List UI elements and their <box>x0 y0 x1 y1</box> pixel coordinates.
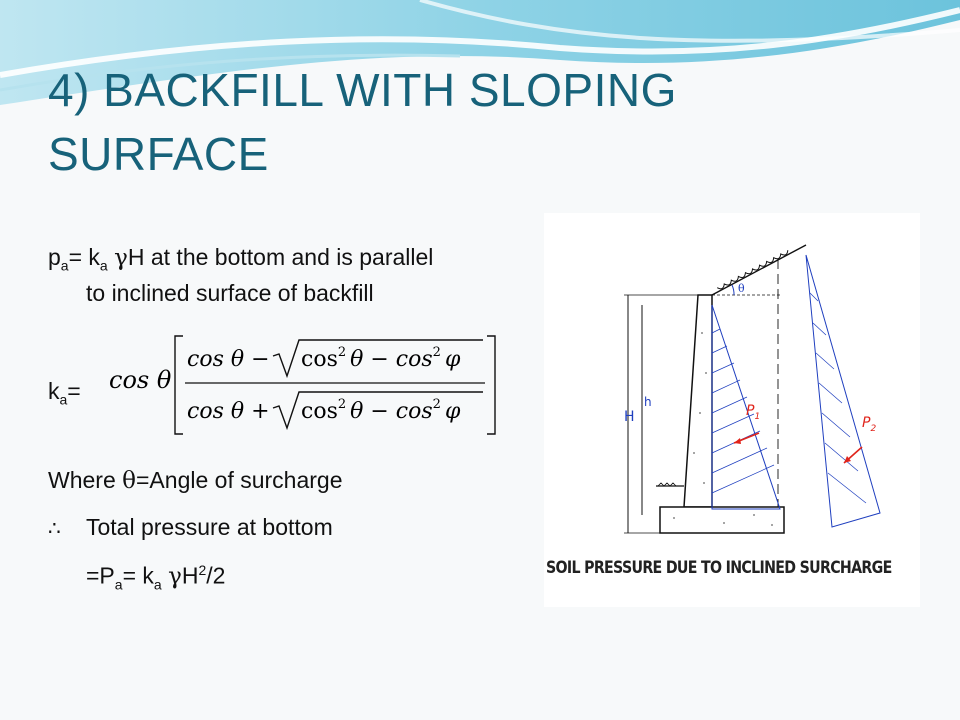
retaining-wall-figure <box>544 213 920 607</box>
superscript-2: 2 <box>198 562 207 578</box>
left-bracket <box>175 336 183 434</box>
text-eq-k: = k <box>68 244 100 270</box>
theta-arc <box>732 285 734 295</box>
figure-caption: SOIL PRESSURE DUE TO INCLINED SURCHARGE <box>546 558 892 577</box>
arrowhead-p1 <box>734 438 741 444</box>
label-theta: θ <box>738 282 745 295</box>
numerator-cos-theta: cos θ − <box>187 347 270 372</box>
line-total-pressure <box>48 514 333 541</box>
label-h: h <box>644 395 652 409</box>
denominator-root-content: $\cos^2 \theta - \cos^2 \varphi$ <box>301 397 461 424</box>
formula-cos-theta: cos θ <box>109 366 172 394</box>
text-where: Where <box>48 467 123 493</box>
subscript-a: a <box>114 576 123 593</box>
line-pa-definition <box>48 244 433 274</box>
subscript-a: a <box>99 257 108 274</box>
retaining-wall-diagram <box>544 213 920 607</box>
symbol-gamma: γ <box>168 563 182 590</box>
text-eq-k: = k <box>122 562 154 589</box>
subscript-a: a <box>153 576 162 593</box>
subscript-a: a <box>59 391 68 408</box>
line-where-theta <box>48 467 343 494</box>
slide-title: 4) BACKFILL WITH SLOPING SURFACE <box>48 64 677 180</box>
subscript-a: a <box>60 257 69 274</box>
text-eq-p: =P <box>86 562 115 589</box>
line-final-formula <box>86 562 225 592</box>
text-angle-of-surcharge: =Angle of surcharge <box>136 467 343 493</box>
pressure-arrows-p2 <box>810 293 866 503</box>
wall-stem <box>684 295 712 507</box>
ka-formula <box>105 330 505 440</box>
symbol-gamma: γ <box>114 245 128 271</box>
symbol-p: p <box>48 244 61 270</box>
line-inclined-surface: to inclined surface of backfill <box>86 280 374 306</box>
wall-base-slab <box>660 507 784 533</box>
text-over-two: /2 <box>206 562 226 589</box>
right-bracket <box>487 336 495 434</box>
symbol-theta: θ <box>122 468 136 494</box>
therefore-icon: ∴ <box>48 516 61 540</box>
denominator-cos-theta: cos θ + <box>187 399 270 424</box>
text-total-pressure: Total pressure at bottom <box>86 514 333 540</box>
symbol-H: H <box>181 562 199 589</box>
backfill-hatch <box>717 250 789 290</box>
sloping-backfill-surface <box>712 245 806 295</box>
symbol-k: k <box>48 378 60 404</box>
label-p2: $P_2$ <box>862 415 877 434</box>
pressure-arrows-p1 <box>712 329 774 493</box>
label-p1: $P_1$ <box>746 403 761 422</box>
label-H: H <box>624 409 635 425</box>
text-bottom-parallel: H at the bottom and is parallel <box>127 244 434 270</box>
line-ka-label <box>48 378 81 408</box>
numerator-root-content: $\cos^2 \theta - \cos^2 \varphi$ <box>301 345 461 372</box>
symbol-equals: = <box>67 378 81 404</box>
pressure-diagram-p2 <box>806 255 880 527</box>
